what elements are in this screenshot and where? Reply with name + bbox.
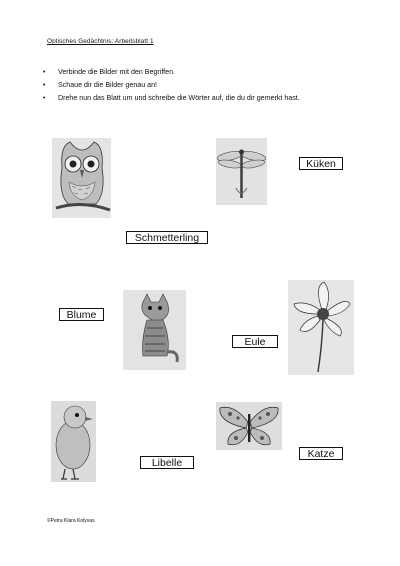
cat-icon: [123, 290, 186, 370]
owl-drawing: [52, 138, 111, 218]
instruction-item: • Verbinde die Bilder mit den Begriffen.: [35, 66, 300, 79]
instruction-list: [35, 66, 300, 105]
worksheet-title: Optisches Gedächtnis: Arbeitsblatt 1: [47, 38, 154, 45]
chick-drawing: [51, 401, 96, 482]
dragonfly-icon: [216, 138, 267, 205]
copyright-footer: ©Petra Klara Kolyvas: [47, 518, 95, 524]
instruction-item: • Schaue dir die Bilder genau an!: [35, 79, 300, 92]
chick-icon: [51, 401, 96, 482]
word-katze: Katze: [299, 447, 343, 460]
word-schmetterling: Schmetterling: [126, 231, 208, 244]
word-eule: Eule: [232, 335, 278, 348]
flower-icon: [288, 280, 354, 375]
word-blume: Blume: [59, 308, 104, 321]
instruction-item: • Drehe nun das Blatt um und schreibe die Wörter auf, die du dir gemerkt hast.: [35, 92, 300, 105]
word-libelle: Libelle: [140, 456, 194, 469]
owl-icon: [52, 138, 111, 218]
cat-drawing: [123, 290, 186, 370]
butterfly-icon: [216, 402, 282, 450]
butterfly-drawing: [216, 402, 282, 450]
word-kueken: Küken: [299, 157, 343, 170]
dragonfly-drawing: [216, 138, 267, 205]
flower-drawing: [288, 280, 354, 375]
